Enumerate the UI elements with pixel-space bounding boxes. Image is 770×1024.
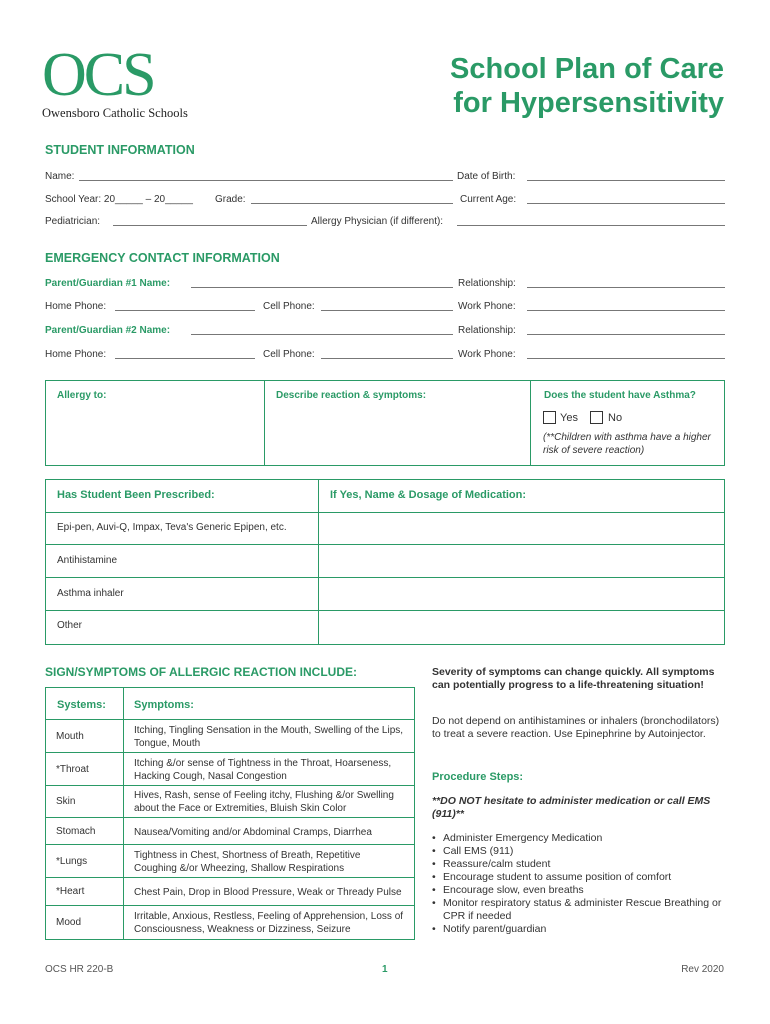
guardian2-work-phone-field[interactable] <box>527 349 725 359</box>
pediatrician-label: Pediatrician: <box>45 216 101 227</box>
severity-advice: Do not depend on antihistamines or inhalers (bronchodilators) to treat a severe reaction. Use Epinephrine by Autoinjector. <box>432 715 720 740</box>
allergy-box-divider-2 <box>530 380 531 466</box>
title-line-2: for Hypersensitivity <box>453 87 724 119</box>
guardian2-cell-phone-label: Cell Phone: <box>263 349 315 360</box>
table-row <box>46 877 414 905</box>
symptom-cell: Chest Pain, Drop in Blood Pressure, Weak or Thready Pulse <box>134 887 402 898</box>
name-label: Name: <box>45 171 75 182</box>
prescribed-item-inhaler: Asthma inhaler <box>57 588 124 599</box>
title-line-1: School Plan of Care <box>450 53 724 85</box>
pediatrician-row <box>45 216 725 230</box>
page-number: 1 <box>382 964 388 975</box>
guardian2-label: Parent/Guardian #2 Name: <box>45 325 171 336</box>
guardian2-cell-phone-field[interactable] <box>321 349 453 359</box>
symptom-cell: Hives, Rash, sense of Feeling itchy, Flushing &/or Swelling about the Face or Extremities, Bluish Skin Color <box>134 790 394 814</box>
guardian2-relationship-label: Relationship: <box>458 325 516 336</box>
table-row <box>46 752 414 785</box>
table-row <box>46 844 414 877</box>
system-cell: Mouth <box>56 731 84 742</box>
list-item: • Monitor respiratory status & administer Rescue Breathing or CPR if needed <box>432 897 724 923</box>
allergy-physician-field[interactable] <box>457 216 725 226</box>
symptoms-column-header: Symptoms: <box>134 699 194 711</box>
guardian1-work-phone-field[interactable] <box>527 301 725 311</box>
list-item: • Encourage slow, even breaths <box>432 884 724 897</box>
procedure-heading: Procedure Steps: <box>432 771 524 783</box>
prescribed-item-antihistamine: Antihistamine <box>57 555 118 566</box>
symptom-cell: Itching, Tingling Sensation in the Mouth, Swelling of the Lips, Tongue, Mouth <box>134 725 404 749</box>
prescribed-table-divider <box>318 479 319 645</box>
guardian1-relationship-label: Relationship: <box>458 278 516 289</box>
student-info-heading: STUDENT INFORMATION <box>45 143 195 157</box>
symptoms-heading: SIGN/SYMPTOMS OF ALLERGIC REACTION INCLUDE: <box>45 665 358 679</box>
reaction-label: Describe reaction & symptoms: <box>276 390 427 401</box>
prescribed-row-line-2 <box>45 544 725 545</box>
system-cell: *Heart <box>56 886 85 897</box>
systems-column-header: Systems: <box>57 699 106 711</box>
prescribed-row-line-4 <box>45 610 725 611</box>
system-cell: Skin <box>56 796 76 807</box>
guardian2-work-phone-label: Work Phone: <box>458 349 516 360</box>
procedure-warning: **DO NOT hesitate to administer medication or call EMS (911)** <box>432 795 711 820</box>
list-item: • Administer Emergency Medication <box>432 832 724 845</box>
guardian2-row <box>45 325 725 339</box>
procedure-steps <box>432 832 724 936</box>
current-age-label: Current Age: <box>460 194 517 205</box>
guardian1-cell-phone-label: Cell Phone: <box>263 301 315 312</box>
list-item: • Encourage student to assume position of comfort <box>432 871 724 884</box>
symptom-cell: Nausea/Vomiting and/or Abdominal Cramps, Diarrhea <box>134 827 372 838</box>
symptom-cell: Tightness in Chest, Shortness of Breath, Repetitive Coughing &/or Wheezing, Shallow Respirations <box>134 850 361 874</box>
asthma-yes-label: Yes <box>560 412 578 424</box>
system-cell: *Lungs <box>56 856 88 867</box>
guardian1-label: Parent/Guardian #1 Name: <box>45 278 171 289</box>
dosage-heading: If Yes, Name & Dosage of Medication: <box>330 489 527 501</box>
guardian2-phone-row <box>45 349 725 363</box>
name-field[interactable] <box>79 171 453 181</box>
table-row <box>46 905 414 940</box>
logo-mark: OCS <box>42 41 154 109</box>
allergy-physician-label: Allergy Physician (if different): <box>311 216 444 227</box>
allergy-box-divider-1 <box>264 380 265 466</box>
asthma-no-label: No <box>608 412 623 424</box>
severity-warning: Severity of symptoms can change quickly. All symptoms can potentially progress to a life-threatening situation! <box>432 666 715 691</box>
symptom-cell: Irritable, Anxious, Restless, Feeling of Apprehension, Loss of Consciousness, Weakness or Dizziness, Seizure <box>134 911 404 935</box>
student-name-row <box>45 171 725 185</box>
prescribed-item-other: Other <box>57 620 83 631</box>
system-cell: *Throat <box>56 764 89 775</box>
school-year-label: School Year: 20_____ – 20_____ <box>45 194 193 205</box>
prescribed-heading: Has Student Been Prescribed: <box>57 489 215 501</box>
prescribed-table <box>45 479 725 645</box>
list-item: • Notify parent/guardian <box>432 923 724 936</box>
list-item: • Call EMS (911) <box>432 845 724 858</box>
grade-field[interactable] <box>251 194 453 204</box>
asthma-question: Does the student have Asthma? <box>544 390 696 401</box>
guardian1-phone-row <box>45 301 725 315</box>
guardian1-home-phone-field[interactable] <box>115 301 255 311</box>
prescribed-row-line-1 <box>45 512 725 513</box>
guardian2-home-phone-label: Home Phone: <box>45 349 107 360</box>
asthma-yes-checkbox[interactable] <box>543 411 556 424</box>
table-row <box>46 719 414 752</box>
asthma-note-line-2: risk of severe reaction) <box>543 445 645 456</box>
guardian1-row <box>45 278 725 292</box>
guardian1-cell-phone-field[interactable] <box>321 301 453 311</box>
table-row <box>46 785 414 817</box>
dob-label: Date of Birth: <box>457 171 516 182</box>
asthma-note-line-1: (**Children with asthma have a higher <box>543 432 711 443</box>
ocs-logo <box>42 41 192 122</box>
list-item: • Reassure/calm student <box>432 858 724 871</box>
guardian1-home-phone-label: Home Phone: <box>45 301 107 312</box>
school-year-row <box>45 194 725 208</box>
revision: Rev 2020 <box>681 964 724 975</box>
guardian2-field[interactable] <box>191 325 453 335</box>
asthma-no-checkbox[interactable] <box>590 411 603 424</box>
grade-label: Grade: <box>215 194 246 205</box>
form-id: OCS HR 220-B <box>45 964 114 975</box>
allergy-to-label: Allergy to: <box>57 390 107 401</box>
table-row <box>46 817 414 844</box>
emergency-heading: EMERGENCY CONTACT INFORMATION <box>45 251 280 265</box>
guardian2-relationship-field[interactable] <box>527 325 725 335</box>
logo-school-name: Owensboro Catholic Schools <box>42 106 188 120</box>
current-age-field[interactable] <box>527 194 725 204</box>
guardian1-field[interactable] <box>191 278 453 288</box>
guardian2-home-phone-field[interactable] <box>115 349 255 359</box>
system-cell: Stomach <box>56 826 96 837</box>
dob-field[interactable] <box>527 171 725 181</box>
pediatrician-field[interactable] <box>113 216 307 226</box>
system-cell: Mood <box>56 917 82 928</box>
guardian1-work-phone-label: Work Phone: <box>458 301 516 312</box>
guardian1-relationship-field[interactable] <box>527 278 725 288</box>
prescribed-item-epipen: Epi-pen, Auvi-Q, Impax, Teva's Generic Epipen, etc. <box>57 522 287 533</box>
page-title <box>450 52 724 120</box>
symptom-cell: Itching &/or sense of Tightness in the Throat, Hoarseness, Hacking Cough, Nasal Congestion <box>134 758 392 782</box>
prescribed-row-line-3 <box>45 577 725 578</box>
